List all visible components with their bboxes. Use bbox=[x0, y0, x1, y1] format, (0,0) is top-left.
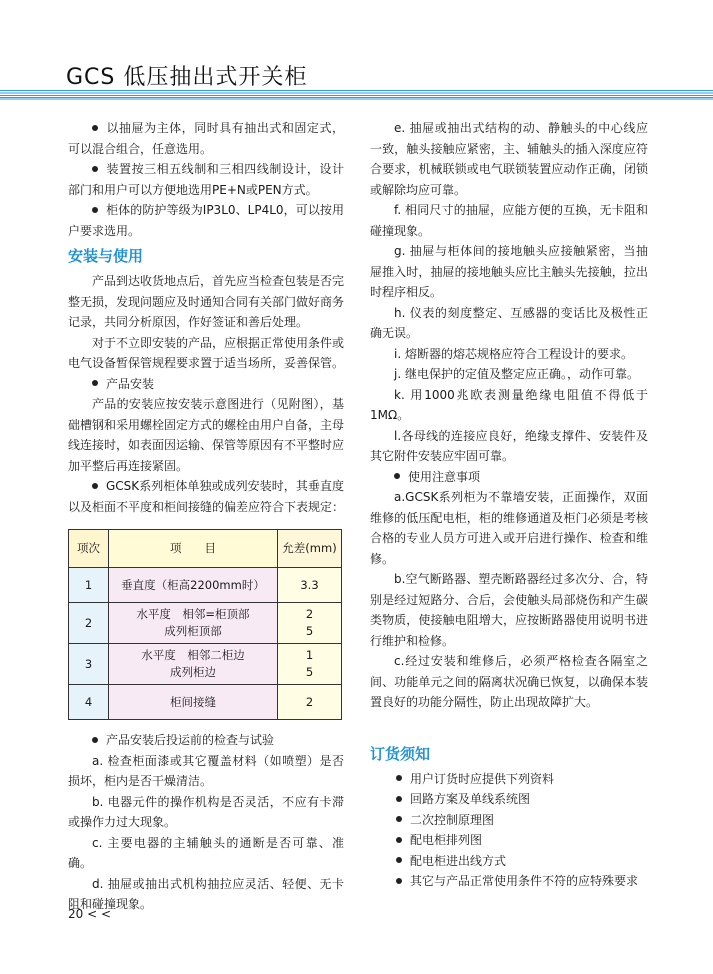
bullet-dot-icon bbox=[394, 473, 400, 479]
tolerance-table bbox=[68, 529, 342, 720]
bullet-dot-icon bbox=[92, 483, 98, 489]
check-item: l.各母线的连接应良好，绝缘支撑件、安装件及其它附件安装应牢固可靠。 bbox=[370, 428, 648, 463]
table-row bbox=[69, 603, 342, 644]
table-header-tolerance: 允差(mm) bbox=[278, 530, 342, 568]
install-section-title: 安装与使用 bbox=[68, 247, 144, 265]
order-section-title: 订货须知 bbox=[370, 744, 431, 763]
bullet-dot-icon bbox=[92, 737, 98, 743]
notes-label: 使用注意事项 bbox=[370, 467, 648, 488]
product-install-label: 产品安装 bbox=[68, 374, 344, 395]
table-cell-tolerance: 1 5 bbox=[278, 644, 342, 685]
order-item: 配电柜进出线方式 bbox=[370, 851, 648, 872]
install-paragraph: 产品到达收货地点后，首先应当检查包装是否完整无损，发现问题应及时通知合同有关部门做好商务记录，共同分析原因，作好签证和善后处理。 bbox=[68, 274, 345, 329]
intro-bullet: 以抽屉为主体，同时具有抽出式和固定式，可以混合组合，任意选用。 bbox=[68, 121, 344, 156]
table-cell-item: 柜间接缝 bbox=[109, 685, 278, 720]
bullet-dot-icon bbox=[396, 775, 402, 781]
note-item: c.经过安装和维修后，必须严格检查各隔室之间、功能单元之间的隔离状况确已恢复，以确保本装置良好的功能分隔性，防止出现故障扩大。 bbox=[370, 654, 648, 709]
gcsk-paragraph: GCSK系列柜体单独或成列安装时，其垂直度以及柜面不平度和柜间接缝的偏差应符合下表规定： bbox=[68, 479, 345, 514]
order-item: 其它与产品正常使用条件不符的应特殊要求 bbox=[370, 871, 648, 892]
check-item: a. 检查柜面漆或其它覆盖材料（如喷塑）是否损坏，柜内是否干燥清洁。 bbox=[68, 753, 344, 788]
table-cell-tolerance: 3.3 bbox=[278, 568, 342, 603]
table-cell-tolerance: 2 bbox=[278, 685, 342, 720]
table-cell-item: 垂直度（柜高2200mm时） bbox=[109, 568, 278, 603]
check-item: b. 电器元件的操作机构是否灵活，不应有卡滞或操作力过大现象。 bbox=[68, 794, 344, 829]
order-item: 配电柜排列图 bbox=[370, 830, 648, 851]
bullet-dot-icon bbox=[396, 837, 402, 843]
table-row bbox=[69, 568, 342, 603]
table-row bbox=[69, 685, 342, 720]
bullet-dot-icon bbox=[92, 207, 98, 213]
check-item: c. 主要电器的主辅触头的通断是否可靠、准确。 bbox=[68, 835, 344, 870]
order-item: 用户订货时应提供下列资料 bbox=[370, 769, 648, 790]
page-title: GCS 低压抽出式开关柜 bbox=[66, 65, 308, 90]
bullet-dot-icon bbox=[396, 878, 402, 884]
table-cell-tolerance: 2 5 bbox=[278, 603, 342, 644]
bullet-dot-icon bbox=[92, 166, 98, 172]
page-number: 20 < < bbox=[68, 907, 112, 921]
table-cell-no: 4 bbox=[69, 685, 109, 720]
table-row bbox=[69, 644, 342, 685]
order-item: 二次控制原理图 bbox=[370, 810, 648, 831]
table-cell-no: 2 bbox=[69, 603, 109, 644]
bullet-dot-icon bbox=[92, 380, 98, 386]
bullet-dot-icon bbox=[396, 796, 402, 802]
table-header-item: 项 目 bbox=[109, 530, 278, 568]
check-item: g. 抽屉与柜体间的接地触头应接触紧密，当抽屉推入时，抽屉的接地触头应比主触头先接触，拉出时程序相反。 bbox=[370, 244, 648, 299]
install-paragraph: 对于不立即安装的产品，应根据正常使用条件或电气设备暂保管规程要求置于适当场所，妥善保管。 bbox=[68, 335, 345, 370]
intro-bullet: 柜体的防护等级为IP3L0、LP4L0，可以按用户要求选用。 bbox=[68, 203, 344, 238]
bullet-dot-icon bbox=[92, 125, 98, 131]
order-item: 回路方案及单线系统图 bbox=[370, 789, 648, 810]
table-cell-no: 1 bbox=[69, 568, 109, 603]
post-install-label: 产品安装后投运前的检查与试验 bbox=[68, 730, 344, 751]
note-item: a.GCSK系列柜为不靠墙安装，正面操作，双面维修的低压配电柜，柜的维修通道及柜门必须是考核合格的专业人员方可进入或开启进行操作、检查和维修。 bbox=[370, 490, 648, 566]
table-cell-no: 3 bbox=[69, 644, 109, 685]
left-column bbox=[68, 118, 344, 915]
table-header-no: 项次 bbox=[69, 530, 109, 568]
bullet-dot-icon bbox=[396, 857, 402, 863]
table-cell-item: 水平度 相邻二柜边 成列柜边 bbox=[109, 644, 278, 685]
check-item: k. 用1000兆欧表测量绝缘电阻值不得低于1MΩ。 bbox=[370, 387, 648, 422]
check-item: d. 抽屉或抽出式机构抽拉应灵活、轻便、无卡阻和碰撞现象。 bbox=[68, 876, 344, 911]
note-item: b.空气断路器、塑壳断路器经过多次分、合，特别是经过短路分、合后，会使触头局部烧伤和产生碳类物质，使接触电阻增大，应按断路器使用说明书进行维护和检修。 bbox=[370, 572, 648, 648]
header-rule bbox=[0, 90, 713, 100]
check-item: j. 继电保护的定值及整定应正确。，动作可靠。 bbox=[394, 367, 639, 381]
check-item: e. 抽屉或抽出式结构的动、静触头的中心线应一致，触头接触应紧密，主、辅触头的插入深度应符合要求，机械联锁或电气联锁装置应动作正确，闭锁或解除均应可靠。 bbox=[370, 121, 648, 197]
bullet-dot-icon bbox=[396, 816, 402, 822]
check-item: f. 相同尺寸的抽屉，应能方便的互换，无卡阻和碰撞现象。 bbox=[370, 203, 648, 238]
intro-bullet: 装置按三相五线制和三相四线制设计，设计部门和用户可以方便地选用PE+N或PEN方式。 bbox=[68, 162, 344, 197]
check-item: i. 熔断器的熔芯规格应符合工程设计的要求。 bbox=[394, 346, 633, 361]
right-column bbox=[370, 118, 648, 892]
table-cell-item: 水平度 相邻=柜顶部 成列柜顶部 bbox=[109, 603, 278, 644]
check-item: h. 仪表的刻度整定、互感器的变话比及极性正确无误。 bbox=[370, 305, 648, 340]
product-install-paragraph: 产品的安装应按安装示意图进行（见附图），基础槽钢和采用螺栓固定方式的螺栓由用户自备，主母线连接时，如表面因运输、保管等原因有不平整时应加平整后再连接紧固。 bbox=[68, 397, 345, 473]
